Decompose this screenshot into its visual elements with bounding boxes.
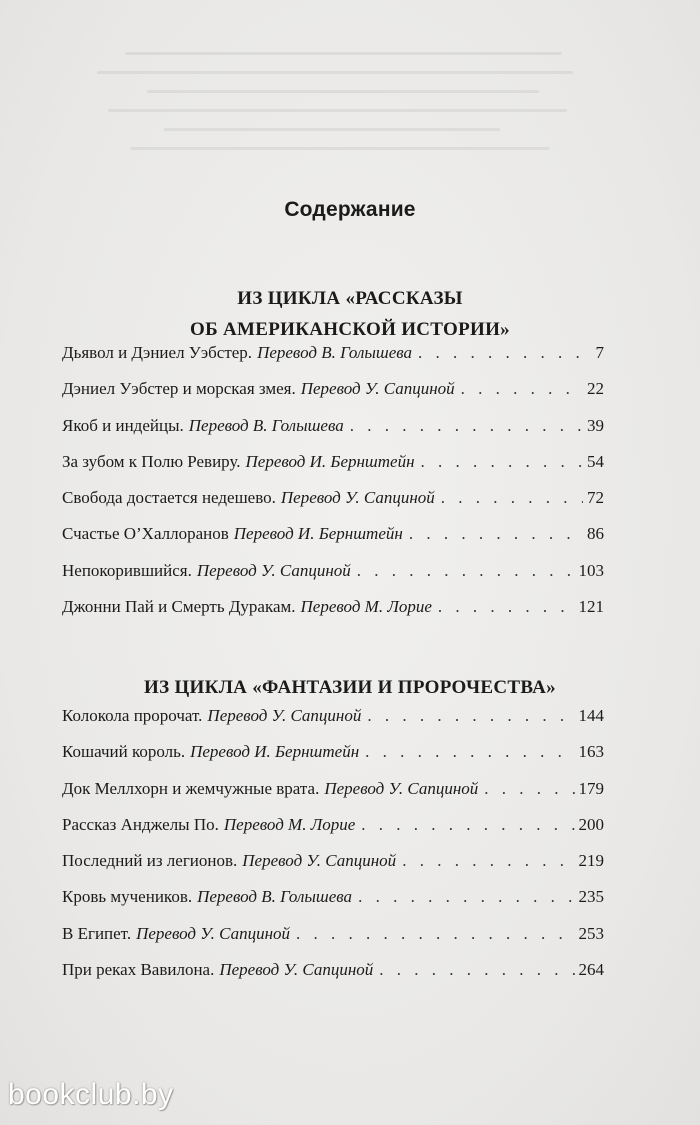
translator-credit: Перевод У. Сапциной bbox=[207, 706, 362, 725]
story-title: Якоб и индейцы. bbox=[62, 415, 184, 435]
section-heading-fantasies-prophecies bbox=[0, 672, 700, 703]
toc-entry[interactable] bbox=[62, 561, 604, 597]
page-number: 163 bbox=[578, 742, 604, 762]
story-title: Джонни Пай и Смерть Дуракам. bbox=[62, 597, 296, 617]
translator-credit: Перевод У. Сапциной bbox=[219, 960, 374, 980]
toc-entry[interactable] bbox=[62, 452, 604, 488]
dot-leader bbox=[350, 416, 583, 436]
section-heading-line: ОБ АМЕРИКАНСКОЙ ИСТОРИИ» bbox=[190, 319, 510, 340]
dot-leader bbox=[421, 452, 583, 472]
translator-credit: Перевод У. Сапциной bbox=[196, 560, 351, 580]
story-title: Колокола пророчат. bbox=[62, 706, 203, 725]
dot-leader bbox=[484, 779, 574, 799]
story-title: Кошачий король. bbox=[62, 742, 186, 762]
story-title: Счастье О’Халлоранов bbox=[62, 524, 229, 544]
page-number: 7 bbox=[595, 343, 604, 362]
dot-leader bbox=[357, 561, 575, 581]
page-number: 219 bbox=[578, 851, 604, 871]
dot-leader bbox=[402, 851, 574, 871]
story-title: Дьявол и Дэниел Уэбстер. bbox=[62, 343, 253, 362]
section-heading-line: ИЗ ЦИКЛА «ФАНТАЗИИ И ПРОРОЧЕСТВА» bbox=[144, 677, 556, 698]
page-number: 253 bbox=[578, 923, 604, 943]
toc-entry[interactable] bbox=[62, 887, 604, 923]
page-number: 86 bbox=[587, 524, 604, 544]
page-number: 144 bbox=[578, 706, 604, 725]
toc-list-american-history bbox=[62, 343, 604, 633]
page-number: 54 bbox=[587, 451, 604, 471]
toc-entry[interactable] bbox=[62, 742, 604, 778]
story-title: Дэниел Уэбстер и морская змея. bbox=[62, 379, 296, 399]
translator-credit: Перевод И. Бернштейн bbox=[233, 524, 403, 544]
toc-list-fantasies-prophecies bbox=[62, 706, 604, 996]
translator-credit: Перевод У. Сапциной bbox=[324, 778, 479, 798]
dot-leader bbox=[461, 379, 583, 399]
toc-entry[interactable] bbox=[62, 815, 604, 851]
translator-credit: Перевод В. Голышева bbox=[188, 415, 344, 435]
story-title: В Египет. bbox=[62, 923, 132, 943]
story-title: Кровь мучеников. bbox=[62, 887, 193, 907]
show-through-text bbox=[80, 52, 640, 202]
translator-credit: Перевод У. Сапциной bbox=[300, 379, 455, 399]
translator-credit: Перевод У. Сапциной bbox=[280, 488, 435, 508]
toc-entry[interactable] bbox=[62, 779, 604, 815]
page-number: 179 bbox=[578, 778, 604, 798]
toc-entry[interactable] bbox=[62, 851, 604, 887]
dot-leader bbox=[438, 597, 575, 617]
dot-leader bbox=[441, 488, 583, 508]
translator-credit: Перевод М. Лорие bbox=[223, 814, 356, 834]
story-title: При реках Вавилона. bbox=[62, 960, 215, 980]
section-heading-american-history bbox=[0, 283, 700, 345]
page-title: Содержание bbox=[284, 198, 416, 221]
translator-credit: Перевод У. Сапциной bbox=[136, 923, 290, 943]
story-title: Док Меллхорн и жемчужные врата. bbox=[62, 778, 320, 798]
dot-leader bbox=[367, 706, 574, 726]
section-heading-line: ИЗ ЦИКЛА «РАССКАЗЫ bbox=[237, 288, 463, 309]
page-number: 72 bbox=[587, 488, 604, 508]
dot-leader bbox=[296, 924, 575, 944]
dot-leader bbox=[418, 343, 591, 363]
toc-entry[interactable] bbox=[62, 343, 604, 379]
page-number: 200 bbox=[578, 814, 604, 834]
toc-entry[interactable] bbox=[62, 524, 604, 560]
dot-leader bbox=[358, 887, 574, 907]
dot-leader bbox=[365, 742, 574, 762]
translator-credit: Перевод И. Бернштейн bbox=[245, 451, 415, 471]
toc-entry[interactable] bbox=[62, 488, 604, 524]
translator-credit: Перевод В. Голышева bbox=[257, 343, 413, 362]
dot-leader bbox=[379, 960, 574, 980]
translator-credit: Перевод И. Бернштейн bbox=[190, 742, 360, 762]
story-title: Непокорившийся. bbox=[62, 560, 192, 580]
page-number: 103 bbox=[578, 560, 604, 580]
story-title: За зубом к Полю Ревиру. bbox=[62, 451, 241, 471]
toc-entry[interactable] bbox=[62, 960, 604, 996]
toc-entry[interactable] bbox=[62, 924, 604, 960]
toc-entry[interactable] bbox=[62, 379, 604, 415]
translator-credit: Перевод В. Голышева bbox=[197, 887, 353, 907]
dot-leader bbox=[409, 524, 583, 544]
toc-entry[interactable] bbox=[62, 706, 604, 742]
story-title: Последний из легионов. bbox=[62, 851, 238, 871]
page-number: 264 bbox=[578, 960, 604, 980]
toc-entry[interactable] bbox=[62, 597, 604, 633]
page-number: 235 bbox=[578, 887, 604, 907]
story-title: Рассказ Анджелы По. bbox=[62, 814, 219, 834]
translator-credit: Перевод У. Сапциной bbox=[242, 851, 397, 871]
page-number: 121 bbox=[578, 597, 604, 617]
page-number: 39 bbox=[587, 415, 604, 435]
watermark-logo: bookclub.by bbox=[8, 1078, 174, 1111]
translator-credit: Перевод М. Лорие bbox=[300, 597, 432, 617]
dot-leader bbox=[361, 815, 574, 835]
story-title: Свобода достается недешево. bbox=[62, 488, 276, 508]
toc-entry[interactable] bbox=[62, 416, 604, 452]
page-number: 22 bbox=[587, 379, 604, 399]
